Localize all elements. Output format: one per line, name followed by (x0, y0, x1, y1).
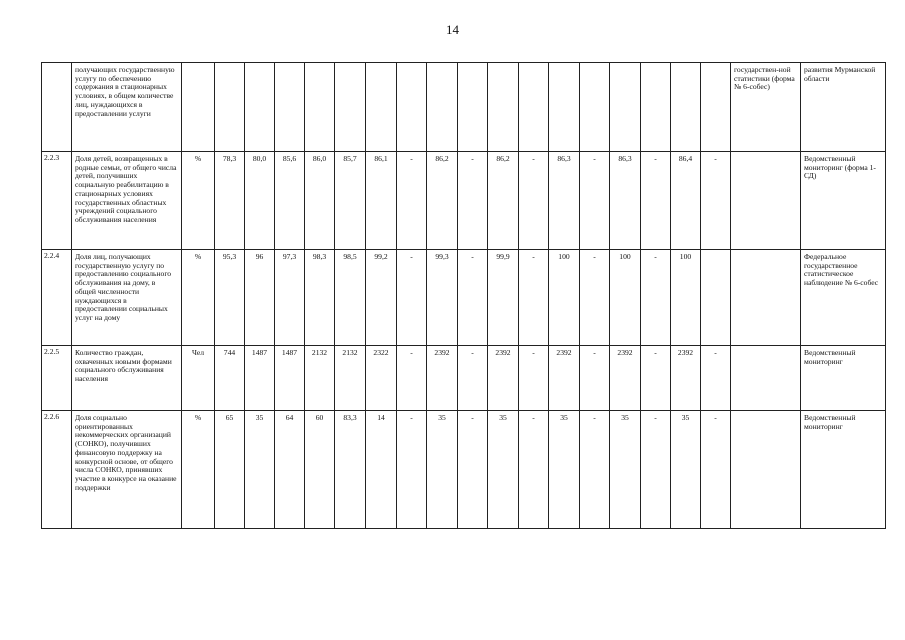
unit-cell: % (182, 411, 215, 529)
value-cell: - (641, 250, 671, 346)
value-cell: 100 (671, 250, 701, 346)
value-cell: 35 (549, 411, 580, 529)
value-cell: - (519, 250, 549, 346)
value-cell: 35 (427, 411, 458, 529)
value-cell: - (701, 411, 731, 529)
value-cell: - (458, 411, 488, 529)
value-cell: - (458, 250, 488, 346)
value-cell: 86,2 (488, 152, 519, 250)
value-cell: 86,1 (366, 152, 397, 250)
value-cell: 80,0 (245, 152, 275, 250)
value-cell: - (519, 152, 549, 250)
indicator-cell: получающих государственную услугу по обеспечению содержания в стационарных условиях, в общем количестве лиц, нуждающихся в предоставлении услуги (72, 63, 182, 152)
value-cell: - (701, 152, 731, 250)
value-cell: 2392 (427, 346, 458, 411)
value-cell: 744 (215, 346, 245, 411)
value-cell: 85,7 (335, 152, 366, 250)
value-cell: - (397, 346, 427, 411)
value-cell: 85,6 (275, 152, 305, 250)
value-cell: - (580, 152, 610, 250)
row-number-cell (42, 63, 72, 152)
value-cell: 98,3 (305, 250, 335, 346)
unit-cell: % (182, 250, 215, 346)
indicator-cell: Количество граждан, охваченных новыми формами социального обслуживания населения (72, 346, 182, 411)
value-cell: 2392 (610, 346, 641, 411)
row-number-cell: 2.2.3 (42, 152, 72, 250)
table-row (42, 250, 886, 346)
value-cell: 2392 (488, 346, 519, 411)
source-cell: Федеральное государственное статистическое наблюдение № 6-собес (801, 250, 886, 346)
value-cell: 1487 (275, 346, 305, 411)
table-row (42, 152, 886, 250)
value-cell: 83,3 (335, 411, 366, 529)
value-cell: 14 (366, 411, 397, 529)
empty-cell (731, 152, 801, 250)
empty-cell (731, 411, 801, 529)
value-cell: 78,3 (215, 152, 245, 250)
value-cell: - (397, 250, 427, 346)
unit-cell: Чел (182, 346, 215, 411)
value-cell: 2392 (671, 346, 701, 411)
value-cell: 64 (275, 411, 305, 529)
unit-cell (182, 63, 215, 152)
value-cell: 99,9 (488, 250, 519, 346)
source-cell: Ведомственный мониторинг (801, 411, 886, 529)
table-row-continuation (42, 63, 886, 152)
value-cell: 98,5 (335, 250, 366, 346)
table-row (42, 411, 886, 529)
value-cell: - (641, 346, 671, 411)
value-cell: - (580, 250, 610, 346)
value-cell: 1487 (245, 346, 275, 411)
value-cell: - (641, 152, 671, 250)
value-cell: 35 (671, 411, 701, 529)
value-cell: - (397, 152, 427, 250)
value-cell: 86,3 (549, 152, 580, 250)
value-cell: 35 (245, 411, 275, 529)
source-cell: Ведомственный мониторинг (форма 1-СД) (801, 152, 886, 250)
value-cell: 86,0 (305, 152, 335, 250)
responsible-cell: развития Мурманской области (801, 63, 886, 152)
value-cell: - (580, 346, 610, 411)
value-cell: 60 (305, 411, 335, 529)
value-cell: 2392 (549, 346, 580, 411)
value-cell: - (458, 346, 488, 411)
value-cell: 2322 (366, 346, 397, 411)
source-cell: Ведомственный мониторинг (801, 346, 886, 411)
row-number-cell: 2.2.4 (42, 250, 72, 346)
value-cell: - (397, 411, 427, 529)
value-cell: 86,2 (427, 152, 458, 250)
indicator-cell: Доля детей, возвращенных в родные семьи, от общего числа детей, получивших социальную реабилитацию в стационарных условиях государственных областных учреждений социального обслуживания населения (72, 152, 182, 250)
value-cell: 35 (610, 411, 641, 529)
value-cell: 86,3 (610, 152, 641, 250)
row-number-cell: 2.2.5 (42, 346, 72, 411)
value-cell: 65 (215, 411, 245, 529)
value-cell: 35 (488, 411, 519, 529)
value-cell: - (641, 411, 671, 529)
value-cell: 99,2 (366, 250, 397, 346)
value-cell: 86,4 (671, 152, 701, 250)
value-cell: - (458, 152, 488, 250)
value-cell: - (701, 346, 731, 411)
source-cell: государствен-ной статистики (форма № 6-собес) (731, 63, 801, 152)
page-number: 14 (446, 22, 459, 37)
empty-cell (731, 250, 801, 346)
value-cell (701, 250, 731, 346)
value-cell: 2132 (305, 346, 335, 411)
value-cell: 2132 (335, 346, 366, 411)
indicator-cell: Доля лиц, получающих государственную услугу по предоставлению социального обслуживания на дому, в общей численности нуждающихся в предоставлении социальных услуг на дому (72, 250, 182, 346)
value-cell: 95,3 (215, 250, 245, 346)
empty-cell (731, 346, 801, 411)
value-cell: 96 (245, 250, 275, 346)
row-number-cell: 2.2.6 (42, 411, 72, 529)
value-cell: 100 (549, 250, 580, 346)
indicator-cell: Доля социально ориентированных некоммерческих организаций (СОНКО), получивших финансовую поддержку на конкурсной основе, от общего числа СОНКО, принявших участие в конкурсе на оказание поддержки (72, 411, 182, 529)
value-cell: - (580, 411, 610, 529)
unit-cell: % (182, 152, 215, 250)
value-cell: 99,3 (427, 250, 458, 346)
indicators-table (41, 62, 886, 529)
value-cell: - (519, 346, 549, 411)
value-cell: - (519, 411, 549, 529)
table-row (42, 346, 886, 411)
value-cell: 97,3 (275, 250, 305, 346)
value-cell: 100 (610, 250, 641, 346)
